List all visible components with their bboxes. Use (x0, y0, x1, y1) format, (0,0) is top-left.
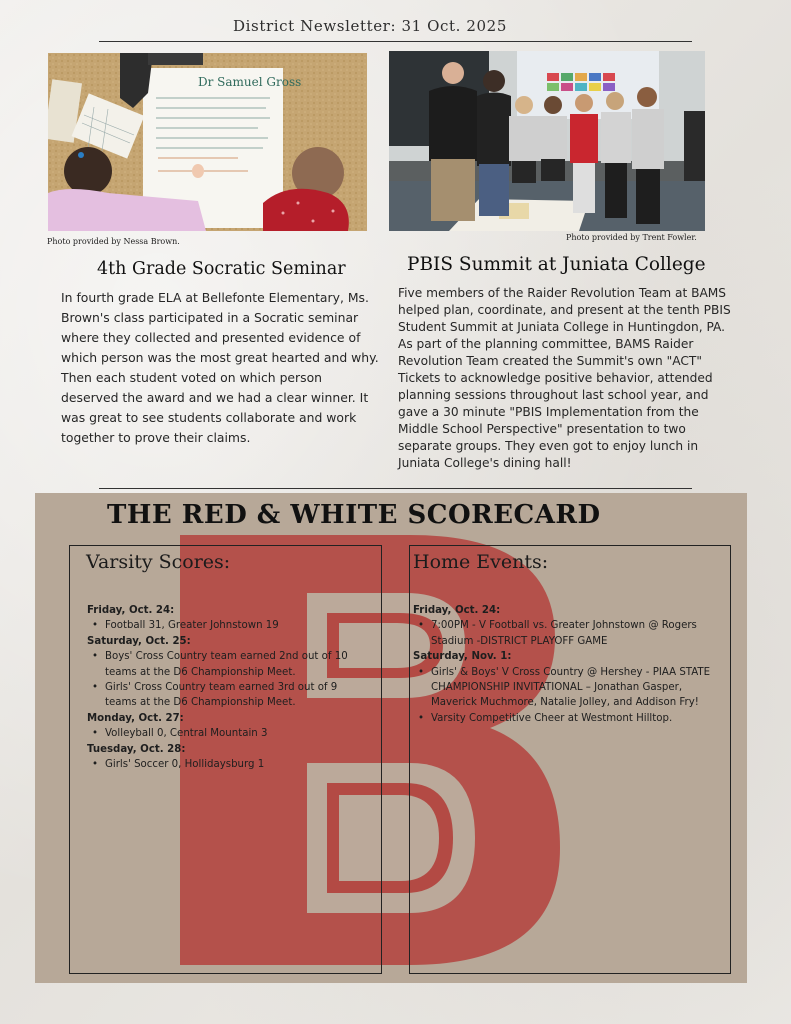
score-item: • Girls' Cross Country team earned 3rd out of 9 teams at the D6 Championship Meet. (87, 680, 372, 711)
day-heading: Saturday, Oct. 25: (87, 635, 191, 647)
day-heading: Friday, Oct. 24: (87, 605, 175, 616)
left-photo-caption: Photo provided by Nessa Brown. (47, 237, 180, 246)
section-divider (99, 488, 692, 489)
event-item: • Varsity Competitive Cheer at Westmont Hilltop. (413, 711, 725, 726)
day-heading: Friday, Oct. 24: (413, 605, 501, 616)
socratic-seminar-body: In fourth grade ELA at Bellefonte Elementary, Ms. Brown's class participated in a Socratic seminar where they collected and presented evidence of which person was the most great hearted and why. Then each student voted on which person deserved the award and we had a clear winner. It was great to see students collaborate and work together to prove their claims. (61, 290, 379, 445)
score-item: • Football 31, Greater Johnstown 19 (87, 618, 372, 633)
day-heading: Monday, Oct. 27: (87, 712, 184, 724)
pbis-summit-title: PBIS Summit at Juniata College (407, 254, 706, 275)
pbis-summit-photo (389, 51, 705, 231)
newsletter-title: District Newsletter: 31 Oct. 2025 (233, 17, 507, 35)
chart-paper-title: Dr Samuel Gross (198, 75, 302, 89)
varsity-scores-title: Varsity Scores: (86, 551, 231, 573)
score-item: • Boys' Cross Country team earned 2nd out of 10 teams at the D6 Championship Meet. (87, 649, 372, 680)
home-events-list (413, 603, 725, 726)
scorecard-section (35, 493, 747, 983)
right-photo-caption: Photo provided by Trent Fowler. (566, 233, 697, 242)
scorecard-title: THE RED & WHITE SCORECARD (107, 500, 601, 530)
score-item: • Girls' Soccer 0, Hollidaysburg 1 (87, 757, 372, 772)
event-item: • 7:00PM - V Football vs. Greater Johnstown @ Rogers Stadium -DISTRICT PLAYOFF GAME (413, 618, 725, 649)
home-events-title: Home Events: (413, 551, 549, 573)
varsity-scores-list (87, 603, 372, 772)
day-heading: Tuesday, Oct. 28: (87, 743, 186, 755)
pbis-summit-body: Five members of the Raider Revolution Team at BAMS helped plan, coordinate, and present at the tenth PBIS Student Summit at Juniata College in Huntingdon, PA. As part of the planning committee, BAMS Raider Revolution Team created the Summit's own "ACT" Tickets to acknowledge positive behavior, attended planning sessions throughout last school year, and gave a 30 minute "PBIS Implementation from the Middle School Perspective" presentation to two separate groups. They even got to enjoy lunch in Juniata College's dining hall! (398, 286, 731, 470)
socratic-seminar-photo (48, 53, 367, 231)
header-divider (99, 41, 692, 42)
score-item: • Volleyball 0, Central Mountain 3 (87, 726, 372, 741)
day-heading: Saturday, Nov. 1: (413, 651, 512, 663)
event-item: • Girls' & Boys' V Cross Country @ Hershey - PIAA STATE CHAMPIONSHIP INVITATIONAL – Jonathan Gasper, Maverick Muchmore, Natalie Jolley, and Addison Fry! (413, 665, 725, 711)
socratic-seminar-title: 4th Grade Socratic Seminar (97, 259, 346, 279)
